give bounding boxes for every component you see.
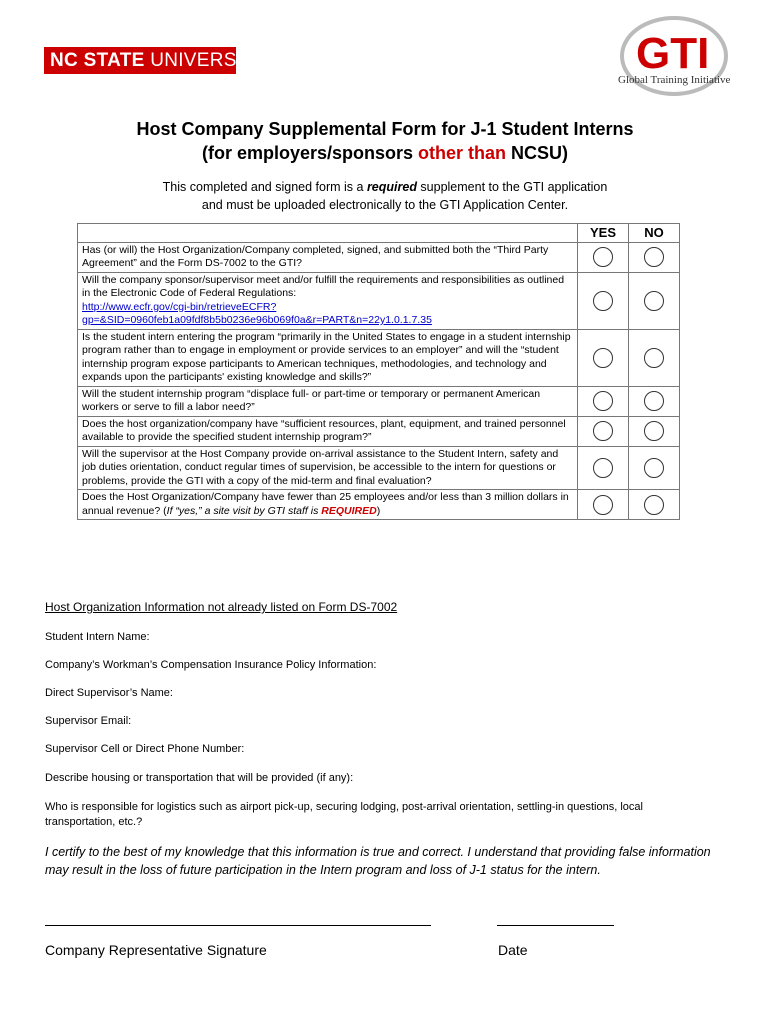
q6-yes-cell — [578, 446, 629, 490]
gti-tagline: Global Training Initiative — [618, 74, 731, 86]
table-row — [78, 329, 680, 386]
q6-no-cell — [629, 446, 680, 490]
date-line[interactable] — [497, 925, 614, 926]
workmans-comp-field[interactable]: Company’s Workman’s Compensation Insurance Policy Information: — [45, 659, 377, 671]
q3-no-cell — [629, 329, 680, 386]
question-7-close: ) — [376, 504, 381, 517]
gti-logo-text: GTI — [636, 29, 710, 78]
intro-post: supplement to the GTI application — [416, 180, 608, 194]
q6-yes-radio[interactable] — [593, 458, 613, 478]
q3-yes-radio[interactable] — [593, 348, 613, 368]
supervisor-email-field[interactable]: Supervisor Email: — [45, 715, 132, 727]
title-line-1: Host Company Supplemental Form for J-1 Student Interns — [136, 119, 634, 139]
q3-yes-cell — [578, 329, 629, 386]
q7-yes-cell — [578, 490, 629, 520]
question-5: Does the host organization/company have “sufficient resources, plant, equipment, and trained personnel available to provide the specified student internship program?” — [78, 416, 578, 446]
q5-yes-radio[interactable] — [593, 421, 613, 441]
q2-yes-cell — [578, 272, 629, 329]
intro-required: required — [366, 180, 417, 194]
question-7 — [78, 490, 578, 520]
host-info-title: Host Organization Information not already listed on Form DS-7002 — [45, 600, 398, 614]
question-7-required: REQUIRED — [321, 504, 377, 517]
q5-no-radio[interactable] — [644, 421, 664, 441]
q1-yes-cell — [578, 242, 629, 272]
q2-yes-radio[interactable] — [593, 291, 613, 311]
table-row — [78, 272, 680, 329]
signature-line[interactable] — [45, 925, 431, 926]
q5-yes-cell — [578, 416, 629, 446]
title-line-2-post: NCSU) — [506, 143, 569, 163]
q4-yes-cell — [578, 386, 629, 416]
signature-label: Company Representative Signature — [45, 942, 267, 958]
student-intern-name-field[interactable]: Student Intern Name: — [45, 631, 150, 643]
question-header — [78, 224, 578, 243]
q7-no-radio[interactable] — [644, 495, 664, 515]
q3-no-radio[interactable] — [644, 348, 664, 368]
gti-logo — [612, 14, 730, 102]
yes-header: YES — [578, 224, 629, 243]
q2-no-radio[interactable] — [644, 291, 664, 311]
table-row — [78, 446, 680, 490]
nc-state-logo-bold: NC STATE — [50, 50, 145, 71]
nc-state-logo-rest: UNIVERSITY — [150, 50, 268, 71]
q4-no-cell — [629, 386, 680, 416]
table-row — [78, 386, 680, 416]
question-2-text: Will the company sponsor/supervisor meet and/or fulfill the requirements and responsibilities as outlined in the Electronic Code of Federal Regulations: — [82, 273, 565, 299]
q4-no-radio[interactable] — [644, 391, 664, 411]
title-line-2 — [0, 141, 770, 165]
logistics-field[interactable]: Who is responsible for logistics such as airport pick-up, securing lodging, post-arrival orientation, settling-in questions, local transportation, etc.? — [45, 801, 643, 828]
question-7-text: Does the Host Organization/Company have fewer than 25 employees and/or less than 3 million dollars in annual revenue? ( — [82, 491, 569, 517]
direct-supervisor-name-field[interactable]: Direct Supervisor’s Name: — [45, 687, 173, 699]
question-2 — [78, 272, 578, 329]
no-header: NO — [629, 224, 680, 243]
nc-state-logo — [44, 47, 268, 74]
intro-text — [0, 178, 770, 214]
question-1: Has (or will) the Host Organization/Company completed, signed, and submitted both the “Third Party Agreement” and the Form DS-7002 to the GTI? — [78, 242, 578, 272]
housing-transport-field[interactable]: Describe housing or transportation that will be provided (if any): — [45, 772, 354, 784]
questions-table — [77, 223, 680, 520]
q7-yes-radio[interactable] — [593, 495, 613, 515]
supervisor-phone-field[interactable]: Supervisor Cell or Direct Phone Number: — [45, 743, 245, 755]
q2-no-cell — [629, 272, 680, 329]
table-row — [78, 416, 680, 446]
q1-no-cell — [629, 242, 680, 272]
question-7-italic: If “yes,” a site visit by GTI staff is — [166, 504, 322, 517]
table-header-row — [78, 224, 680, 243]
q7-no-cell — [629, 490, 680, 520]
intro-line-2: and must be uploaded electronically to the GTI Application Center. — [201, 198, 569, 212]
table-row — [78, 490, 680, 520]
title-line-2-pre: (for employers/sponsors — [201, 143, 419, 163]
intro-pre: This completed and signed form is a — [162, 180, 367, 194]
q6-no-radio[interactable] — [644, 458, 664, 478]
date-label: Date — [498, 942, 528, 958]
question-4: Will the student internship program “displace full- or part-time or temporary or permanent American workers or serve to fill a labor need?” — [78, 386, 578, 416]
q5-no-cell — [629, 416, 680, 446]
q1-no-radio[interactable] — [644, 247, 664, 267]
page-title — [0, 117, 770, 165]
title-other-than: other than — [418, 143, 507, 163]
ecfr-link[interactable]: http://www.ecfr.gov/cgi-bin/retrieveECFR?gp=&SID=0960feb1a09fdf8b5b0236e96b069f0a&r=PART&n=22y1.0.1.7.35 — [82, 300, 432, 326]
table-row — [78, 242, 680, 272]
q1-yes-radio[interactable] — [593, 247, 613, 267]
q4-yes-radio[interactable] — [593, 391, 613, 411]
question-6: Will the supervisor at the Host Company provide on-arrival assistance to the Student Intern, safety and job duties orientation, conduct regular times of supervision, be accessible to the intern for questions or problems, provide the GTI with a copy of the mid-term and final evaluation? — [78, 446, 578, 490]
certification-statement: I certify to the best of my knowledge that this information is true and correct. I understand that providing false information may result in the loss of future participation in the Intern program and loss of J-1 status for the intern. — [45, 845, 711, 877]
intro-line-1 — [0, 178, 770, 196]
question-3: Is the student intern entering the program “primarily in the United States to engage in a student internship program rather than to engage in employment or provide services to an employer” and will the “student internship program expose participants to American techniques, methodologies, and technology and expands upon the participants' existing knowledge and skills?” — [78, 329, 578, 386]
